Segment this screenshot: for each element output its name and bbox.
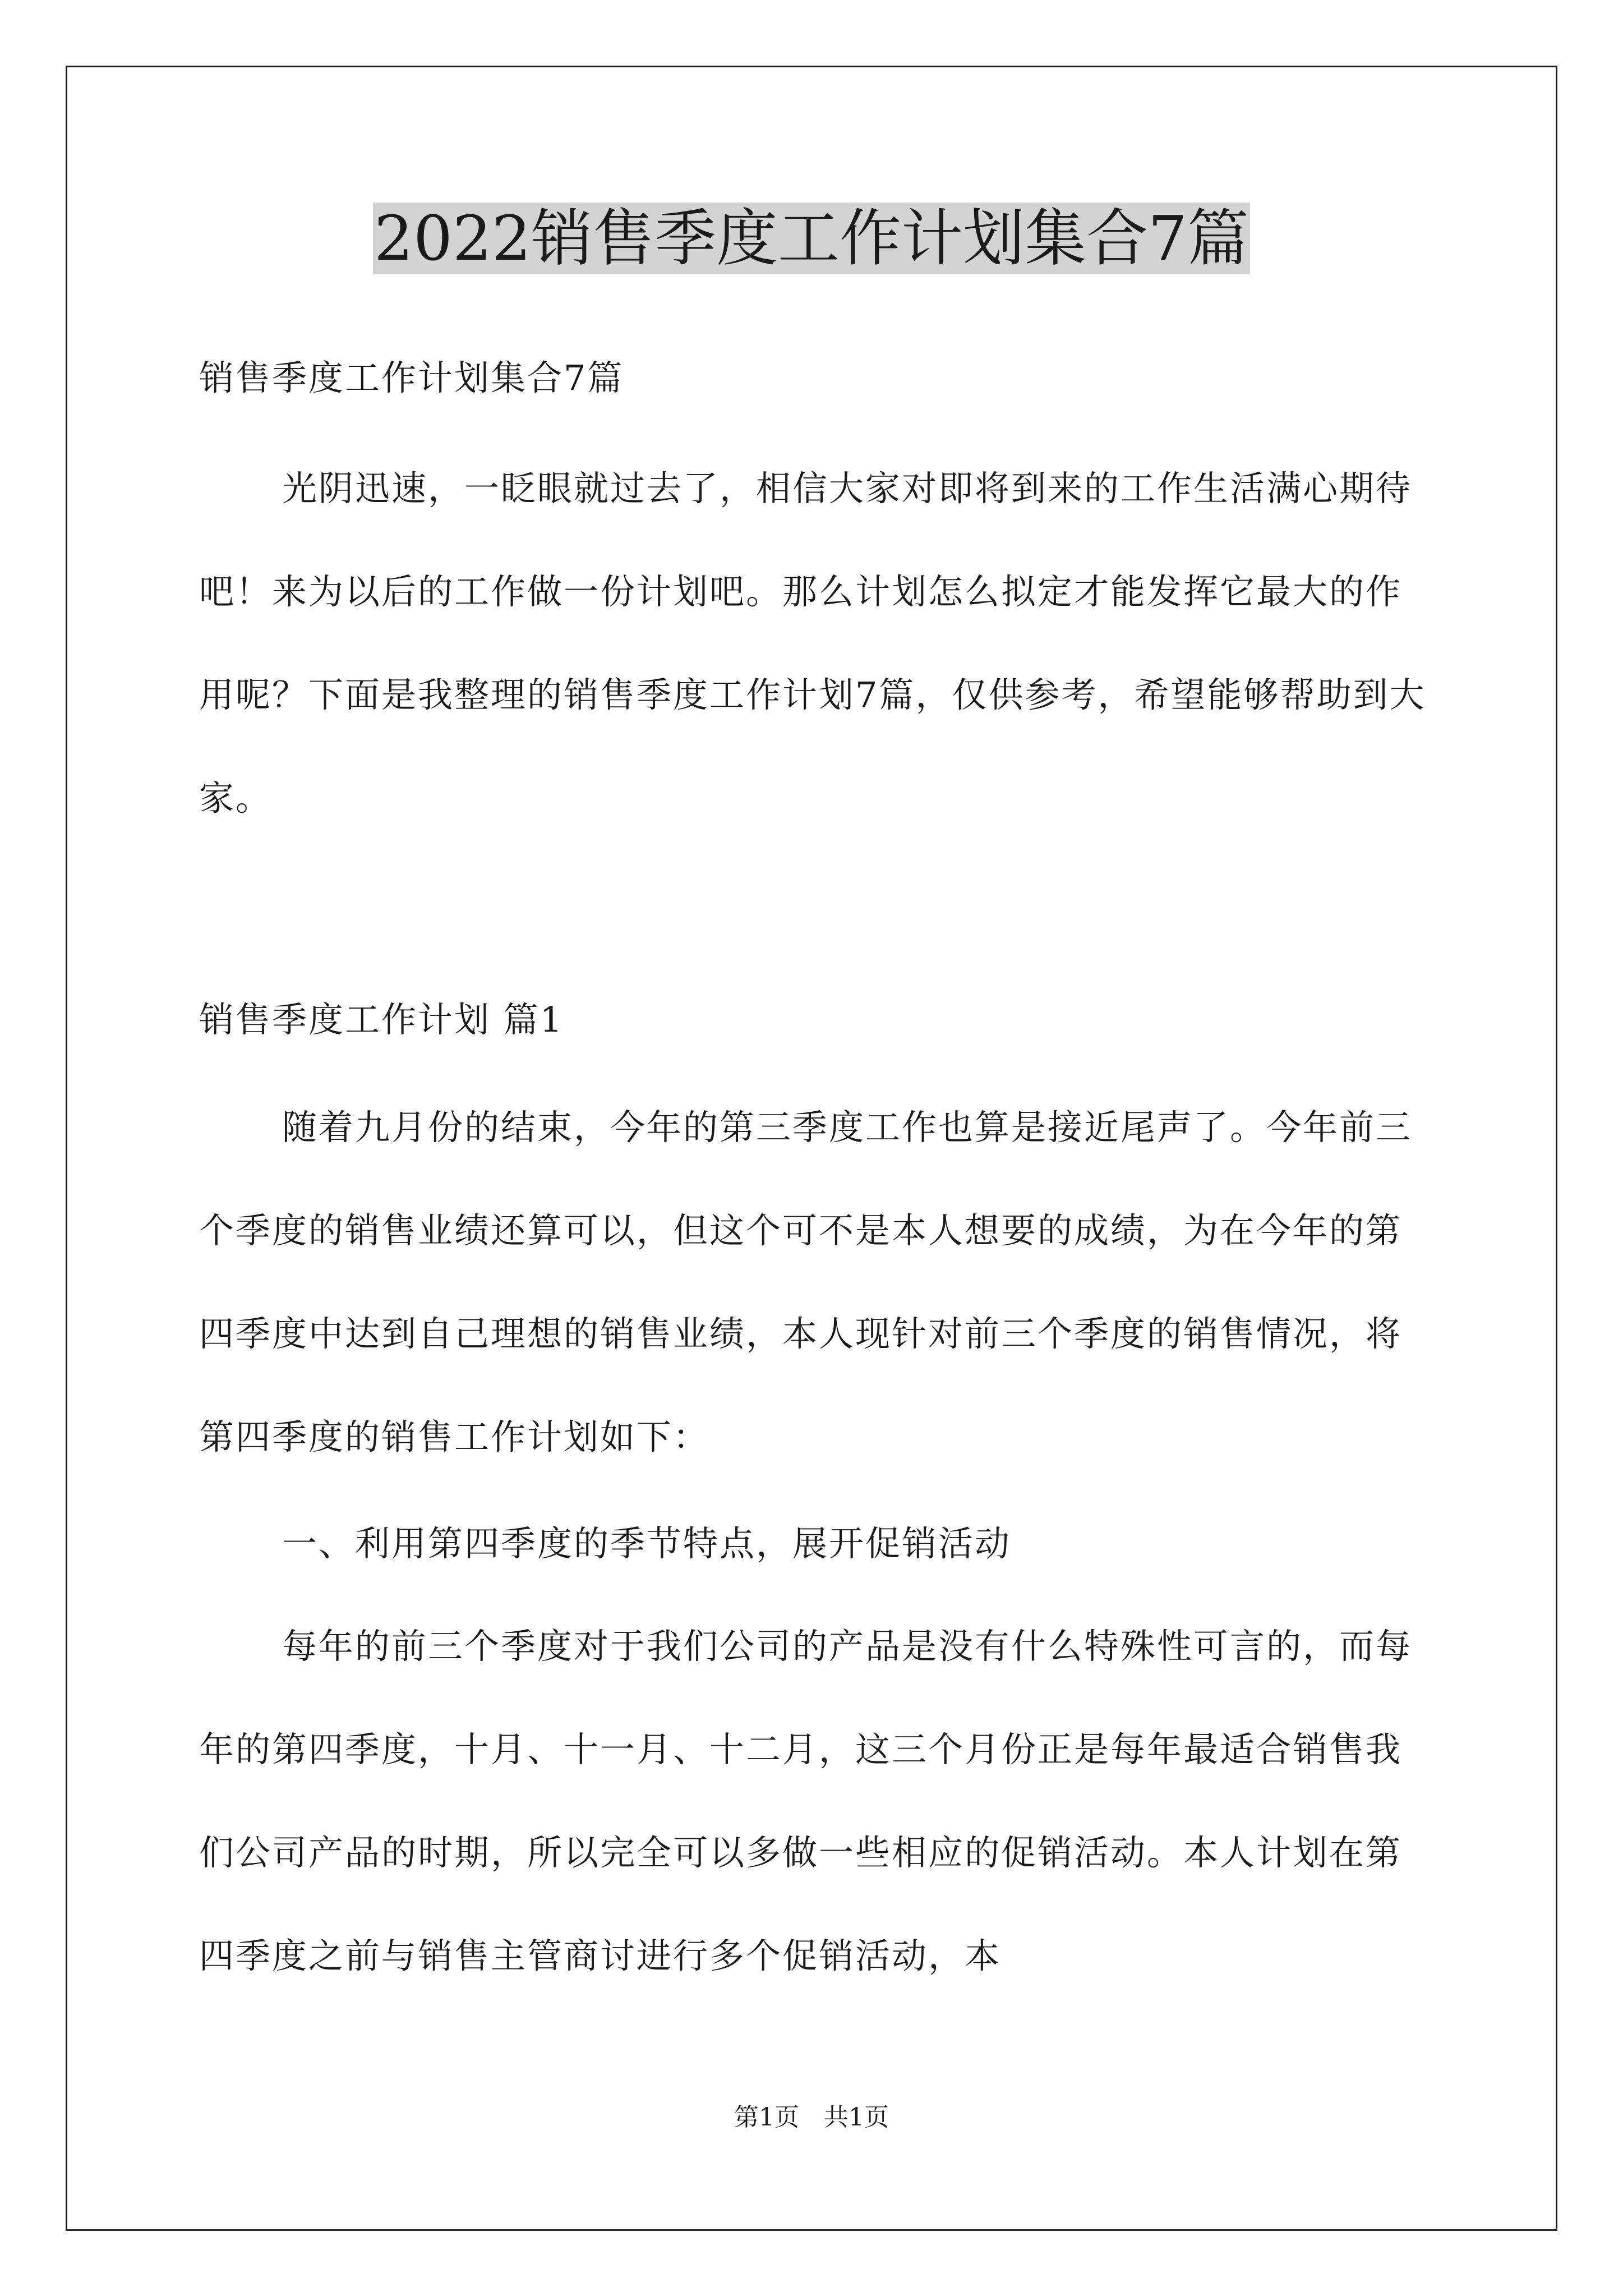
section-paragraph-2: 每年的前三个季度对于我们公司的产品是没有什么特殊性可言的，而每年的第四季度，十月、十一月、十二月，这三个月份正是每年最适合销售我们公司产品的时期，所以完全可以多做一些相应的促销活动。本人计划在第四季度之前与销售主管商讨进行多个促销活动，本 [199, 1626, 1413, 1976]
document-title [0, 199, 1623, 278]
section-heading: 销售季度工作计划 篇1 [199, 999, 564, 1040]
page-footer: 第1页 共1页 [734, 2103, 889, 2132]
section-paragraph-1: 随着九月份的结束，今年的第三季度工作也算是接近尾声了。今年前三个季度的销售业绩还算可以，但这个可不是本人想要的成绩，为在今年的第四季度中达到自己理想的销售业绩，本人现针对前三个季度的销售情况，将第四季度的销售工作计划如下： [199, 1107, 1413, 1457]
title-highlight: 2022销售季度工作计划集合7篇 [374, 203, 1249, 274]
point-heading-1: 一、利用第四季度的季节特点，展开促销活动 [282, 1523, 1012, 1564]
subtitle: 销售季度工作计划集合7篇 [199, 357, 624, 398]
intro-paragraph: 光阴迅速，一眨眼就过去了，相信大家对即将到来的工作生活满心期待吧！来为以后的工作做一份计划吧。那么计划怎么拟定才能发挥它最大的作用呢？下面是我整理的销售季度工作计划7篇，仅供参考，希望能够帮助到大家。 [199, 468, 1426, 818]
